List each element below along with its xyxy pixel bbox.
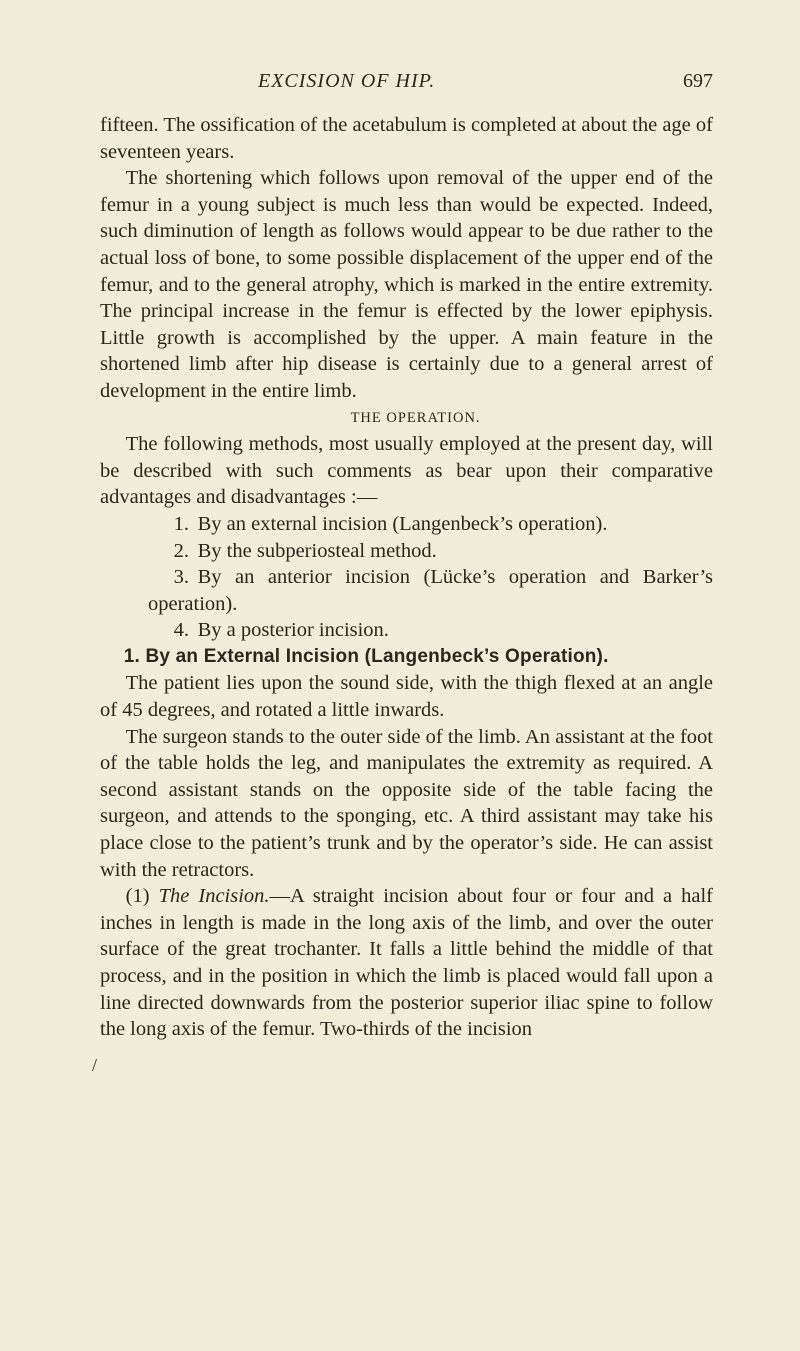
- paragraph-patient-position: The patient lies upon the sound side, with the thigh flexed at an angle of 45 degrees, and rotated a little inwards.: [100, 672, 713, 722]
- method-number: 1.: [173, 512, 189, 535]
- incision-title: The Incision.: [158, 885, 270, 908]
- incision-text: —A straight incision about four or four and a half inches in length is made in the long axis of the limb, and over the outer surface of the great trochanter. It falls a little behind the middle of that process, and in the position in which the limb is placed would fall upon a line directed downwards from the posterior superior iliac spine to follow the long axis of the femur. Two-thirds of the incision: [100, 885, 714, 1041]
- paragraph-continuation: fifteen. The ossification of the acetabulum is completed at about the age of seventeen years.: [100, 114, 713, 163]
- method-number: 3.: [173, 566, 189, 589]
- method-number: 4.: [173, 619, 189, 642]
- method-item-2: [100, 538, 713, 565]
- method-item-3: [100, 564, 713, 617]
- paragraph-methods-intro: The following methods, most usually employed at the present day, will be described with such comments as bear upon their comparative advantages and disadvantages :—: [100, 433, 713, 509]
- page-number: 697: [683, 70, 713, 92]
- margin-mark: /: [92, 1055, 98, 1075]
- paragraph-assistants: The surgeon stands to the outer side of the limb. An assistant at the foot of the table holds the leg, and manipulates the extremity as required. A second assistant stands on the opposite side of the table facing the surgeon, and attends to the sponging, etc. A third assistant may take his place close to the patient’s trunk and by the operator’s side. He can assist with the retractors.: [100, 725, 713, 881]
- incision-label: (1): [125, 885, 150, 908]
- running-title: EXCISION OF HIP.: [258, 70, 436, 92]
- method-text: By an anterior incision (Lücke’s operation and Barker’s operation).: [148, 566, 713, 615]
- paragraph-incision: [100, 883, 713, 1043]
- body-text: [100, 112, 713, 1043]
- method-text: By an external incision (Langenbeck’s operation).: [197, 512, 608, 535]
- paragraph-shortening: The shortening which follows upon removal of the upper end of the femur in a young subject is much less than would be expected. Indeed, such diminution of length as follows would appear to be due rather to the actual loss of bone, to some possible displacement of the upper end of the femur, and to the general atrophy, which is marked in the entire extremity. The principal increase in the femur is effected by the lower epiphysis. Little growth is accomplished by the upper. A main feature in the shortened limb after hip disease is certainly due to a general arrest of development in the entire limb.: [100, 167, 713, 402]
- method-item-4: [100, 617, 713, 644]
- section-heading-operation: THE OPERATION.: [350, 409, 481, 426]
- method-item-1: [100, 511, 713, 538]
- method-text: By a posterior incision.: [197, 619, 389, 642]
- method-text: By the subperiosteal method.: [197, 539, 437, 562]
- running-head: [0, 70, 800, 100]
- subsection-heading-external-incision: 1. By an External Incision (Langenbeck’s Operation).: [123, 645, 609, 667]
- method-number: 2.: [173, 539, 189, 562]
